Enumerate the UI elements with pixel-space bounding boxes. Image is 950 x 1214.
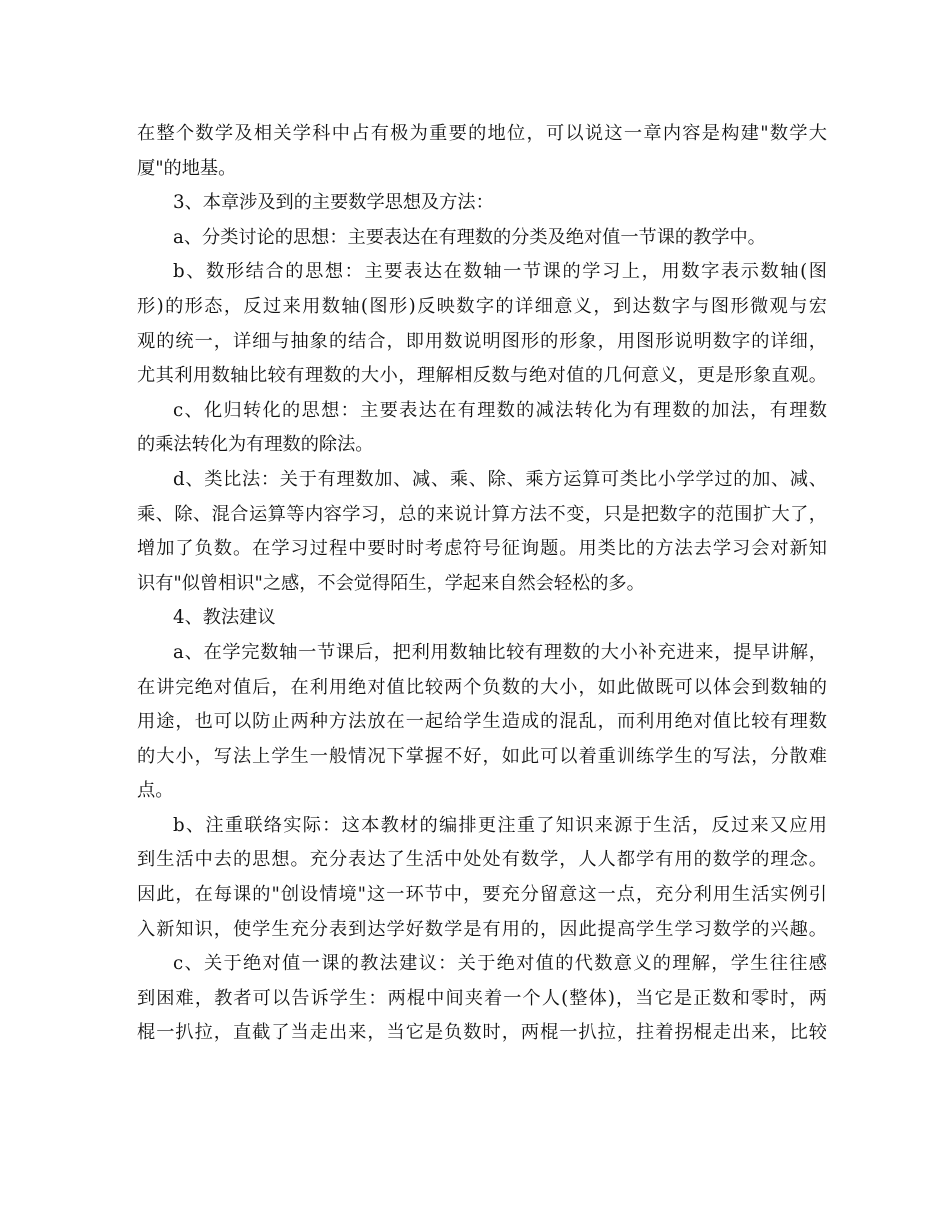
text-line: 用途，也可以防止两种方法放在一起给学生造成的混乱，而利用绝对值比较有理数 bbox=[137, 711, 827, 733]
text-line: c、化归转化的思想：主要表达在有理数的减法转化为有理数的加法，有理数 bbox=[173, 399, 827, 421]
text-line: b、注重联络实际：这本教材的编排更注重了知识来源于生活，反过来又应用 bbox=[173, 814, 827, 836]
text-line: d、类比法：关于有理数加、减、乘、除、乘方运算可类比小学学过的加、减、 bbox=[173, 468, 827, 490]
text-line: 的乘法转化为有理数的除法。 bbox=[137, 434, 374, 456]
text-line: 3、本章涉及到的主要数学思想及方法： bbox=[173, 192, 494, 214]
document-body bbox=[137, 117, 827, 1051]
text-line: 在讲完绝对值后，在利用绝对值比较两个负数的大小，如此做既可以体会到数轴的 bbox=[137, 676, 827, 698]
text-line: 入新知识，使学生充分表到达学好数学是有用的，因此提高学生学习数学的兴趣。 bbox=[137, 918, 827, 940]
text-line: 增加了负数。在学习过程中要时时考虑符号征询题。用类比的方法去学习会对新知 bbox=[137, 538, 827, 560]
text-line: 的大小，写法上学生一般情况下掌握不好，如此可以着重训练学生的写法，分散难 bbox=[137, 745, 827, 767]
text-line: c、关于绝对值一课的教法建议：关于绝对值的代数意义的理解，学生往往感 bbox=[173, 953, 827, 975]
text-line: 厦"的地基。 bbox=[137, 157, 237, 179]
text-line: a、分类讨论的思想：主要表达在有理数的分类及绝对值一节课的教学中。 bbox=[173, 226, 766, 248]
text-line: 到生活中去的思想。充分表达了生活中处处有数学，人人都学有用的数学的理念。 bbox=[137, 849, 827, 871]
text-line: 尤其利用数轴比较有理数的大小，理解相反数与绝对值的几何意义，更是形象直观。 bbox=[137, 365, 827, 387]
text-line: 棍一扒拉，直截了当走出来，当它是负数时，两棍一扒拉，拄着拐棍走出来，比较 bbox=[137, 1022, 827, 1044]
text-line: a、在学完数轴一节课后，把利用数轴比较有理数的大小补充进来，提早讲解， bbox=[173, 641, 827, 663]
text-line: 观的统一，详细与抽象的结合，即用数说明图形的形象，用图形说明数字的详细， bbox=[137, 330, 827, 352]
text-line: 在整个数学及相关学科中占有极为重要的地位，可以说这一章内容是构建"数学大 bbox=[137, 123, 827, 144]
text-line: 点。 bbox=[137, 780, 174, 802]
text-line: b、数形结合的思想：主要表达在数轴一节课的学习上，用数字表示数轴(图 bbox=[173, 261, 827, 283]
text-line: 因此，在每课的"创设情境"这一环节中，要充分留意这一点，充分利用生活实例引 bbox=[137, 884, 827, 906]
text-line: 形)的形态，反过来用数轴(图形)反映数字的详细意义，到达数字与图形微观与宏 bbox=[137, 295, 827, 317]
text-line: 乘、除、混合运算等内容学习，总的来说计算方法不变，只是把数字的范围扩大了， bbox=[137, 503, 827, 525]
text-line: 4、教法建议 bbox=[173, 607, 276, 629]
text-line: 到困难，教者可以告诉学生：两棍中间夹着一个人(整体)，当它是正数和零时，两 bbox=[137, 987, 827, 1009]
text-line: 识有"似曾相识"之感，不会觉得陌生，学起来自然会轻松的多。 bbox=[137, 572, 645, 594]
